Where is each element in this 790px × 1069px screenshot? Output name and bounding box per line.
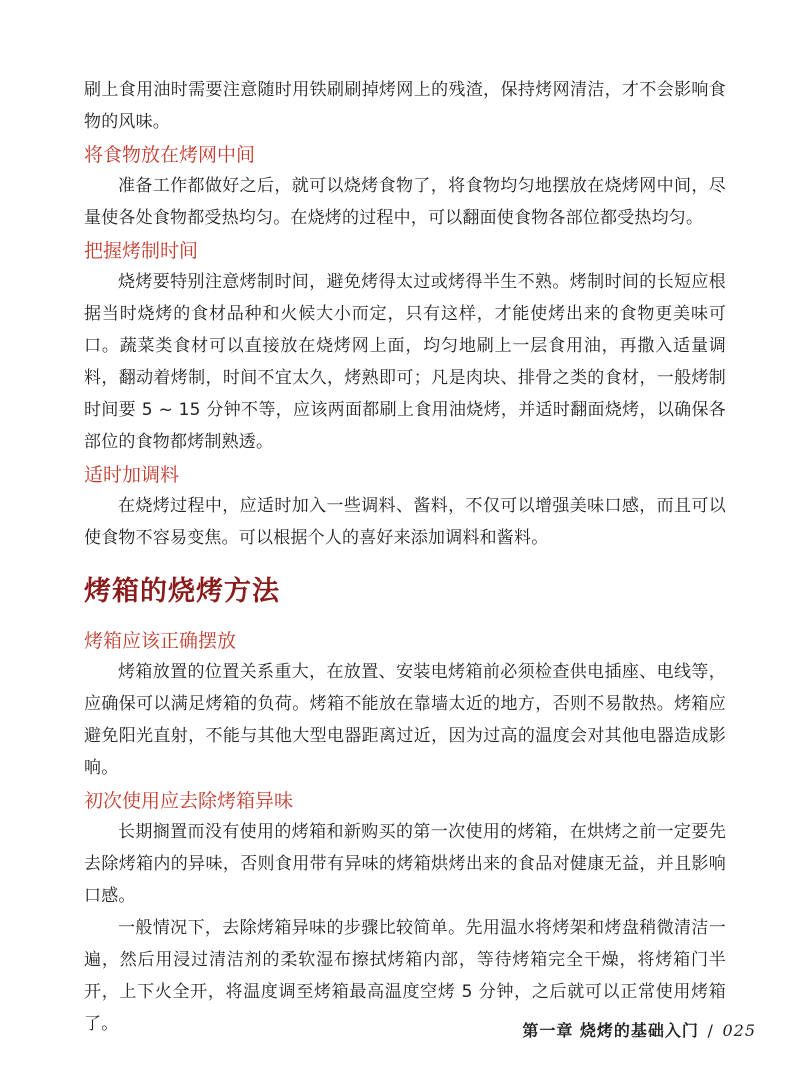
page-number: 025 [722,1021,756,1040]
sub-heading: 把握烤制时间 [84,240,199,262]
chapter-title: 第一章 烧烤的基础入门 [522,1021,699,1040]
paragraph: 长期搁置而没有使用的烤箱和新购买的第一次使用的烤箱，在烘烤之前一定要先去除烤箱内的异味，否则食用带有异味的烤箱烘烤出来的食品对健康无益，并且影响口感。 [84,822,726,906]
page-content [84,74,726,1040]
paragraph: 刷上食用油时需要注意随时用铁刷刷掉烤网上的残渣，保持烤网清洁，才不会影响食物的风味。 [84,80,726,132]
paragraph: 在烧烤过程中，应适时加入一些调料、酱料，不仅可以增强美味口感，而且可以使食物不容易变焦。可以根据个人的喜好来添加调料和酱料。 [84,496,726,548]
footer-separator: / [707,1021,714,1040]
paragraph: 准备工作都做好之后，就可以烧烤食物了，将食物均匀地摆放在烧烤网中间，尽量使各处食物都受热均匀。在烧烤的过程中，可以翻面使食物各部位都受热均匀。 [84,176,726,228]
sub-heading: 初次使用应去除烤箱异味 [84,790,294,812]
sub-heading: 将食物放在烤网中间 [84,144,256,166]
page-footer [522,1018,756,1041]
paragraph: 一般情况下，去除烤箱异味的步骤比较简单。先用温水将烤架和烤盘稍微清洁一遍，然后用浸过清洁剂的柔软湿布擦拭烤箱内部，等待烤箱完全干燥，将烤箱门半开，上下火全开，将温度调至烤箱最高温度空烤 5 分钟，之后就可以正常使用烤箱了。 [84,918,726,1034]
paragraph: 烤箱放置的位置关系重大，在放置、安装电烤箱前必须检查供电插座、电线等，应确保可以满足烤箱的负荷。烤箱不能放在靠墙太近的地方，否则不易散热。烤箱应避免阳光直射，不能与其他大型电器距离过近，因为过高的温度会对其他电器造成影响。 [84,662,726,778]
paragraph: 烧烤要特别注意烤制时间，避免烤得太过或烤得半生不熟。烤制时间的长短应根据当时烧烤的食材品种和火候大小而定，只有这样，才能使烤出来的食物更美味可口。蔬菜类食材可以直接放在烧烤网上面，均匀地刷上一层食用油，再撒入适量调料，翻动着烤制，时间不宜太久，烤熟即可；凡是肉块、排骨之类的食材，一般烤制时间要 5 ~ 15 分钟不等，应该两面都刷上食用油烧烤，并适时翻面烧烤，以确保各部位的食物都烤制熟透。 [84,272,726,452]
sub-heading: 适时加调料 [84,464,180,486]
sub-heading: 烤箱应该正确摆放 [84,630,237,652]
section-heading: 烤箱的烧烤方法 [84,576,280,607]
